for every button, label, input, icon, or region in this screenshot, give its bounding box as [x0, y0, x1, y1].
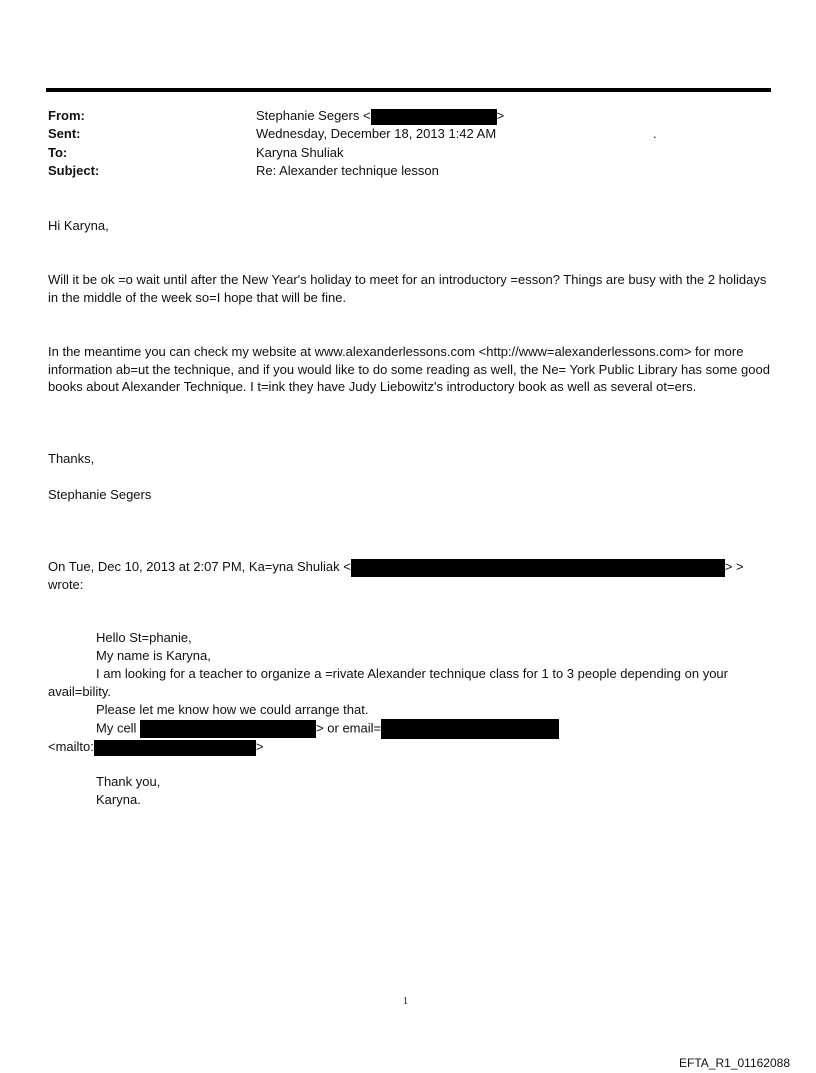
thanks: Thanks, [48, 451, 95, 466]
sent-value: Wednesday, December 18, 2013 1:42 AM [256, 126, 497, 141]
mailto-close: > [255, 739, 264, 754]
quote-intro [48, 558, 770, 577]
redaction-block [140, 720, 316, 738]
redaction-block [381, 719, 559, 739]
cell-label: My cell [96, 720, 137, 736]
greeting: Hi Karyna, [48, 218, 109, 233]
from-value [256, 108, 504, 125]
quote-mailto [48, 738, 770, 756]
sent-label: Sent: [48, 126, 81, 141]
quote-wrote: wrote: [48, 577, 84, 592]
quote-line-arrange: Please let me know how we could arrange that. [96, 702, 369, 717]
to-label: To: [48, 145, 68, 160]
quote-line-contact [96, 719, 559, 739]
sent-mark: . [653, 126, 657, 141]
header-rule [46, 88, 771, 92]
mailto-label: <mailto: [48, 739, 94, 754]
redaction-block [351, 559, 725, 577]
page-number: 1 [403, 996, 408, 1007]
quote-intro-end: > > [724, 559, 744, 574]
redaction-block [94, 740, 256, 756]
quote-intro-start: On Tue, Dec 10, 2013 at 2:07 PM, Ka=yna Shuliak < [48, 559, 351, 574]
paragraph-1: Will it be ok =o wait until after the New Year's holiday to meet for an introductory =esson? Things are busy with the 2 holidays in the middle of the week so=I hope that will be fine. [48, 272, 767, 305]
from-name: Stephanie Segers < [256, 108, 371, 123]
redaction-block [371, 109, 497, 125]
quote-line-hello: Hello St=phanie, [96, 630, 192, 645]
quote-line-request-wrap: avail=bility. [48, 684, 111, 699]
subject-label: Subject: [48, 163, 100, 178]
from-close: > [496, 108, 505, 123]
cell-mid: > or email= [316, 720, 382, 736]
document-id: EFTA_R1_01162088 [679, 1056, 790, 1070]
quote-line-request: I am looking for a teacher to organize a =rivate Alexander technique class for 1 to 3 people depending on your [96, 666, 728, 681]
quote-name: Karyna. [96, 792, 141, 807]
subject-value: Re: Alexander technique lesson [256, 163, 439, 178]
to-value: Karyna Shuliak [256, 145, 344, 160]
signature: Stephanie Segers [48, 487, 152, 502]
from-label: From: [48, 108, 85, 123]
quote-line-name: My name is Karyna, [96, 648, 211, 663]
paragraph-2: In the meantime you can check my website at www.alexanderlessons.com <http://www=alexanderlessons.com> for more information ab=ut the technique, and if you would like to do some reading as well, the Ne= York Public Library has some good books about Alexander Technique. I t=ink they have Judy Liebowitz's introductory book as well as several ot=ers. [48, 344, 770, 394]
quote-thankyou: Thank you, [96, 774, 161, 789]
